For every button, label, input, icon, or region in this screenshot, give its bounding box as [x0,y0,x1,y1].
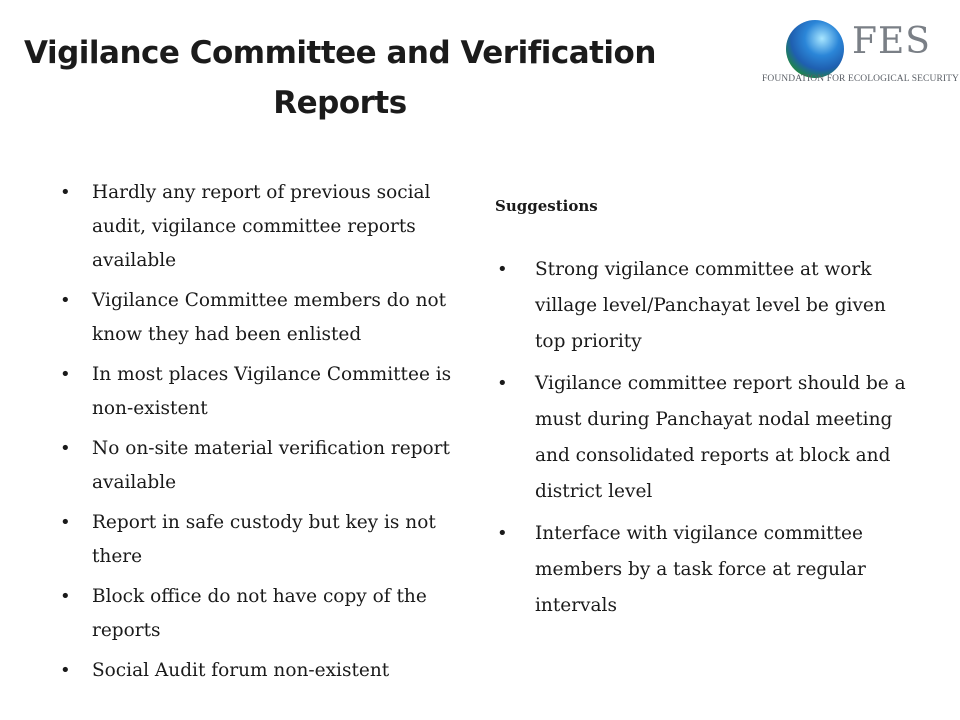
list-item [60,176,467,278]
bullet-icon: • [60,512,71,533]
bullet-icon: • [60,660,71,681]
list-item [60,580,467,648]
list-item-text: Vigilance committee report should be a must during Panchayat nodal meeting and consolidated reports at block and district level [535,373,906,502]
list-item [60,432,467,500]
bullet-icon: • [60,182,71,203]
list-item [60,654,467,688]
bullet-icon: • [60,290,71,311]
list-item-text: Hardly any report of previous social audit, vigilance committee reports available [92,182,431,271]
fes-logo [760,18,960,88]
bullet-icon: • [497,523,508,544]
list-item-text: Interface with vigilance committee members by a task force at regular intervals [535,523,866,616]
list-item [60,358,467,426]
right-column [495,194,910,630]
list-item [497,366,910,510]
list-item-text: Block office do not have copy of the reports [92,586,427,641]
suggestions-list [497,252,910,624]
slide-title-line-2: Reports [273,85,407,121]
findings-list [60,176,467,688]
globe-logo-icon [786,20,844,78]
slide-title [0,28,680,128]
bullet-icon: • [60,364,71,385]
list-item [60,506,467,574]
bullet-icon: • [60,438,71,459]
list-item [60,284,467,352]
list-item [497,516,910,624]
list-item-text: Report in safe custody but key is not there [92,512,436,567]
bullet-icon: • [60,586,71,607]
list-item-text: Vigilance Committee members do not know they had been enlisted [92,290,447,345]
list-item [497,252,910,360]
logo-tagline: FOUNDATION FOR ECOLOGICAL SECURITY [762,74,960,84]
list-item-text: Social Audit forum non-existent [92,660,390,681]
slide-title-line-1: Vigilance Committee and Verification [24,35,656,71]
left-column [60,176,467,694]
suggestions-heading: Suggestions [495,197,598,215]
bullet-icon: • [497,259,508,280]
list-item-text: Strong vigilance committee at work village level/Panchayat level be given top priority [535,259,886,352]
list-item-text: No on-site material verification report available [92,438,450,493]
logo-name: FES [852,21,931,62]
list-item-text: In most places Vigilance Committee is non-existent [92,364,452,419]
bullet-icon: • [497,373,508,394]
